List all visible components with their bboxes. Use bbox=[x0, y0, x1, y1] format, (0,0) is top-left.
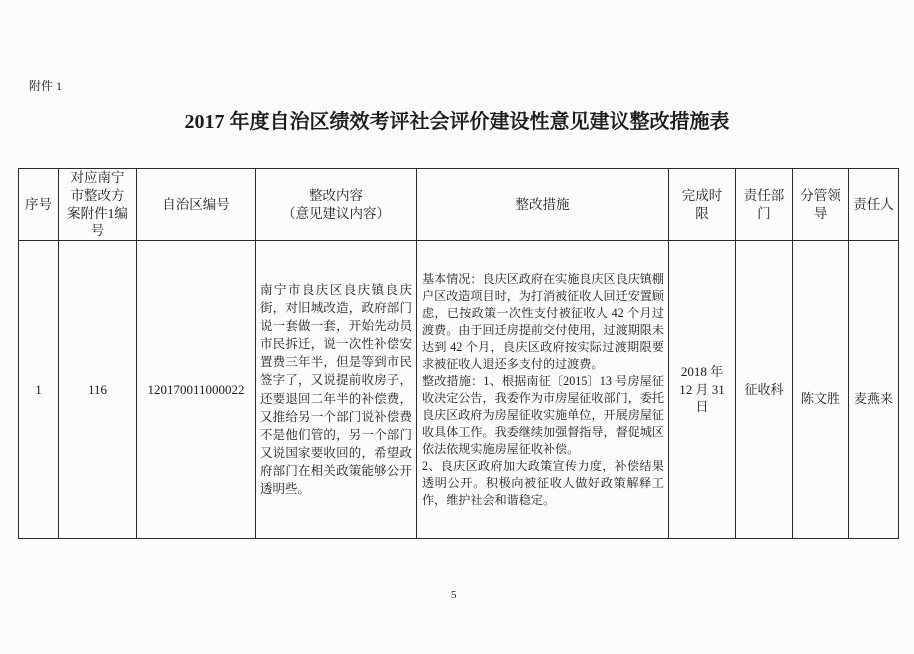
header-leader-line: 导 bbox=[813, 205, 828, 221]
cell-region-no: 120170011000022 bbox=[137, 241, 256, 539]
header-nanning-no-line: 案附件1编 bbox=[67, 205, 128, 221]
header-nanning-no-line: 号 bbox=[90, 223, 105, 239]
document-title: 2017 年度自治区绩效考评社会评价建设性意见建议整改措施表 bbox=[184, 111, 730, 133]
header-deadline bbox=[669, 169, 736, 241]
deadline-line: 12 月 31 bbox=[679, 381, 725, 397]
header-row bbox=[19, 169, 899, 241]
attachment-label: 附件 1 bbox=[29, 79, 63, 93]
header-seq: 序号 bbox=[19, 169, 59, 241]
cell-deadline bbox=[669, 241, 736, 539]
header-content bbox=[256, 169, 417, 241]
header-dept bbox=[736, 169, 793, 241]
measures-item-2: 2、良庆区政府加大政策宣传力度，补偿结果透明公开。积极向被征收人做好政策解释工作，维护社会和谐稳定。 bbox=[422, 458, 664, 507]
cell-nanning-no: 116 bbox=[59, 241, 137, 539]
cell-dept: 征收科 bbox=[736, 241, 793, 539]
measures-item-1: 整改措施：1、根据南征〔2015〕13 号房屋征收决定公告，我委作为市房屋征收部门，委托良庆区政府为房屋征收实施单位，开展房屋征收具体工作。我委继续加强督指导，督促城区依法依规实施房屋征收补偿。 bbox=[422, 373, 664, 456]
cell-seq: 1 bbox=[19, 241, 59, 539]
header-nanning-no-line: 市整改方 bbox=[70, 187, 125, 203]
deadline-line: 日 bbox=[695, 399, 709, 415]
cell-measures bbox=[417, 241, 669, 539]
table-row bbox=[19, 241, 899, 539]
header-content-line: （意见建议内容） bbox=[282, 205, 390, 221]
header-nanning-no-line: 对应南宁 bbox=[70, 170, 125, 186]
header-deadline-line: 完成时 bbox=[681, 187, 723, 203]
header-dept-line: 门 bbox=[757, 205, 771, 221]
deadline-line: 2018 年 bbox=[680, 364, 724, 380]
cell-content: 南宁市良庆区良庆镇良庆街，对旧城改造，政府部门说一套做一套，开始先动员市民拆迁，说一次性补偿安置费三年半，但是等到市民签字了，又说提前收房子，还要退回二年半的补偿费，又推给另一个部门说补偿费不是他们管的，另一个部门又说国家要收回的，希望政府部门在相关政策能够公开透明些。 bbox=[256, 241, 417, 539]
header-region-no: 自治区编号 bbox=[137, 169, 256, 241]
header-content-line: 整改内容 bbox=[309, 187, 363, 203]
header-dept-line: 责任部 bbox=[743, 187, 785, 203]
header-leader-line: 分管领 bbox=[800, 187, 841, 203]
rectification-table bbox=[18, 168, 899, 539]
header-leader bbox=[793, 169, 849, 241]
cell-leader: 陈文胜 bbox=[793, 241, 849, 539]
page-number: 5 bbox=[451, 589, 457, 601]
measures-basic-situation: 基本情况：良庆区政府在实施良庆区良庆镇棚户区改造项目时，为打消被征收人回迁安置顾虑，已按政策一次性支付被征收人 42 个月过渡费。由于回迁房提前交付使用，过渡期限未达到 42 个月，良庆区政府按实际过渡期限要求被征收人退还多支付的过渡费。 bbox=[422, 271, 664, 371]
cell-person: 麦燕来 bbox=[849, 241, 899, 539]
header-nanning-no bbox=[59, 169, 137, 241]
header-deadline-line: 限 bbox=[695, 205, 709, 221]
header-person: 责任人 bbox=[849, 169, 899, 241]
header-measures: 整改措施 bbox=[417, 169, 669, 241]
